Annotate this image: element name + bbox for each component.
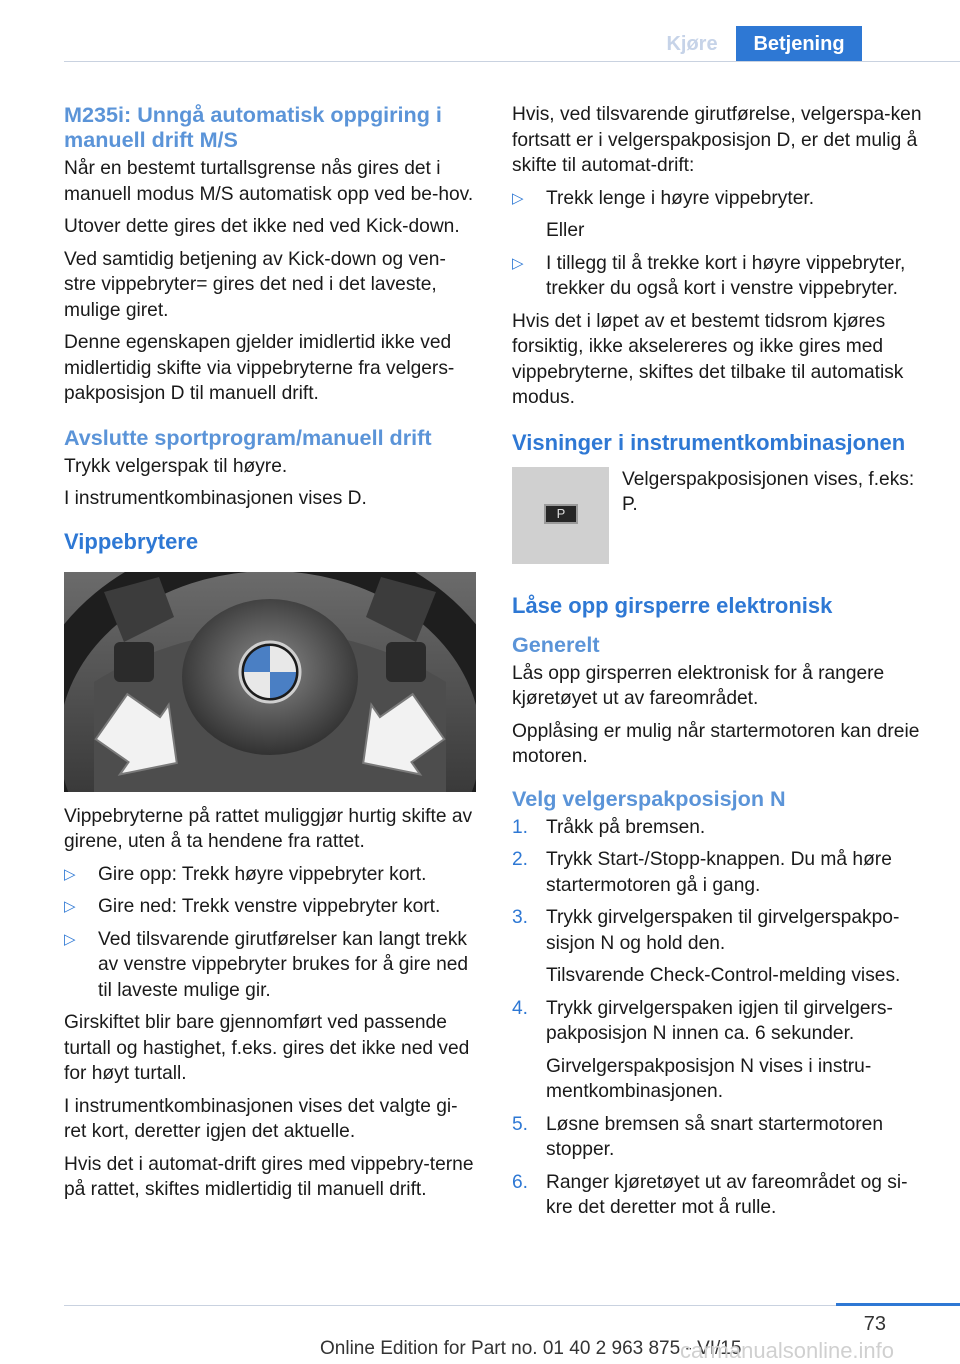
paragraph: Når en bestemt turtallsgrense nås gires det i manuell modus M/S automatisk opp ved be-hov. xyxy=(64,158,474,205)
step-item xyxy=(512,1170,926,1221)
bullet-text: Gire ned: Trekk venstre vippebryter kort. xyxy=(98,896,441,917)
right-column xyxy=(512,102,926,1228)
paragraph: Utover dette gires det ikke ned ved Kick-down. xyxy=(64,216,460,237)
step-number: 6. xyxy=(512,1171,529,1193)
step-number: 3. xyxy=(512,907,529,928)
bullet-item xyxy=(512,186,926,212)
triangle-bullet-icon: ▷ xyxy=(512,254,524,272)
step-item xyxy=(512,996,926,1047)
steering-wheel-illustration xyxy=(64,572,476,792)
footer-accent-bar xyxy=(836,1303,960,1306)
triangle-bullet-icon: ▷ xyxy=(64,865,76,883)
bullet-text: Gire opp: Trekk høyre vippebryter kort. xyxy=(98,863,427,885)
step-item xyxy=(512,1112,926,1163)
triangle-bullet-icon: ▷ xyxy=(512,189,524,207)
paragraph: Girskiftet blir bare gjennomført ved passende turtall og hastighet, f.eks. gires det ikke ned ved for høyt turtall. xyxy=(64,1012,470,1084)
paragraph: I instrumentkombinasjonen vises D. xyxy=(64,488,367,509)
paragraph: I instrumentkombinasjonen vises det valgte gi-ret kort, deretter igjen det aktuelle. xyxy=(64,1095,458,1142)
step-text: Tråkk på bremsen. xyxy=(546,816,706,838)
page-number: 73 xyxy=(863,1313,886,1335)
heading-velg-n: Velg velgerspakposisjon N xyxy=(512,785,786,811)
gear-display-image xyxy=(512,467,609,564)
step-item xyxy=(512,847,926,898)
step-note: Tilsvarende Check-Control-melding vises. xyxy=(546,965,901,986)
paragraph: Vippebryterne på rattet muliggjør hurtig skifte av girene, uten å ta hendene fra rattet. xyxy=(64,805,473,852)
heading-m235i: M235i: Unngå automatisk oppgiring i manuell drift M/S xyxy=(64,102,442,152)
paragraph: Opplåsing er mulig når startermotoren kan dreie motoren. xyxy=(512,720,920,767)
step-number: 5. xyxy=(512,1113,529,1135)
step-number: 4. xyxy=(512,997,529,1019)
eller-text: Eller xyxy=(546,220,585,241)
bullet-text: Ved tilsvarende girutførelser kan langt trekk av venstre vippebryter brukes for å gire ned til laveste mulige gir. xyxy=(98,928,469,1001)
triangle-bullet-icon: ▷ xyxy=(64,930,76,948)
paragraph: Hvis det i automat-drift gires med vippebry-terne på rattet, skiftes midlertidig til manuell drift. xyxy=(64,1153,474,1200)
paragraph: Trykk velgerspak til høyre. xyxy=(64,455,288,477)
step-item xyxy=(512,815,926,841)
left-column xyxy=(64,102,476,1210)
step-text: Trykk girvelgerspaken igjen til girvelgers-pakposisjon N innen ca. 6 sekunder. xyxy=(546,997,893,1044)
step-text: Ranger kjøretøyet ut av fareområdet og si-kre det deretter mot å rulle. xyxy=(546,1171,908,1218)
steering-wheel-image xyxy=(64,572,476,792)
step-number: 1. xyxy=(512,816,529,838)
bullet-item xyxy=(64,862,476,888)
bullet-text: Trekk lenge i høyre vippebryter. xyxy=(546,187,815,209)
gear-indicator xyxy=(544,504,578,524)
heading-vippebrytere: Vippebrytere xyxy=(64,528,199,554)
heading-avslutte: Avslutte sportprogram/manuell drift xyxy=(64,424,432,450)
paragraph: Denne egenskapen gjelder imidlertid ikke ved midlertidig skifte via vippebryterne fra velgers-pakposisjon D til manuell drift. xyxy=(64,332,455,404)
display-caption: Velgerspakposisjonen vises, f.eks: P. xyxy=(622,468,915,515)
footer-divider xyxy=(64,1305,960,1306)
chapter-tab-kjore[interactable]: Kjøre xyxy=(666,32,718,55)
bullet-item xyxy=(64,894,476,920)
heading-lase-opp: Låse opp girsperre elektronisk xyxy=(512,592,833,618)
step-note: Girvelgerspakposisjon N vises i instru-mentkombinasjonen. xyxy=(546,1055,872,1102)
step-item xyxy=(512,905,926,956)
paragraph: Lås opp girsperren elektronisk for å rangere kjøretøyet ut av fareområdet. xyxy=(512,662,885,709)
step-text: Løsne bremsen så snart startermotoren stopper. xyxy=(546,1113,883,1160)
edition-text: Online Edition for Part no. 01 40 2 963 875 - VI/15 xyxy=(320,1338,742,1359)
heading-visninger: Visninger i instrumentkombinasjonen xyxy=(512,429,906,455)
step-number: 2. xyxy=(512,849,529,870)
heading-generelt: Generelt xyxy=(512,631,600,657)
bullet-item xyxy=(64,927,476,1004)
bullet-item xyxy=(512,251,926,302)
paragraph: Ved samtidig betjening av Kick-down og ven-stre vippebryter= gires det ned i det laveste, mulige giret. xyxy=(64,248,446,321)
page-header xyxy=(0,0,960,64)
step-text: Trykk Start-/Stopp-knappen. Du må høre startermotoren gå i gang. xyxy=(546,849,892,896)
paragraph: Hvis det i løpet av et bestemt tidsrom kjøres forsiktig, ikke akselereres og ikke gires med vippebryterne, skiftes det tilbake til automatisk modus. xyxy=(512,310,904,408)
triangle-bullet-icon: ▷ xyxy=(64,898,76,915)
paragraph: Hvis, ved tilsvarende girutførelse, velgerspa-ken fortsatt er i velgerspakposisjon D, er det mulig å skifte til automat-drift: xyxy=(512,104,922,176)
bullet-text: I tillegg til å trekke kort i høyre vippebryter, trekker du også kort i venstre vippebryter. xyxy=(546,252,906,299)
header-divider xyxy=(64,61,960,62)
chapter-tab-betjening[interactable]: Betjening xyxy=(736,26,862,62)
gear-letter: P xyxy=(556,506,566,521)
gear-display-row xyxy=(512,467,926,564)
step-text: Trykk girvelgerspaken til girvelgerspakpo-sisjon N og hold den. xyxy=(546,907,900,954)
watermark: carmanualsonline.info xyxy=(680,1338,895,1363)
